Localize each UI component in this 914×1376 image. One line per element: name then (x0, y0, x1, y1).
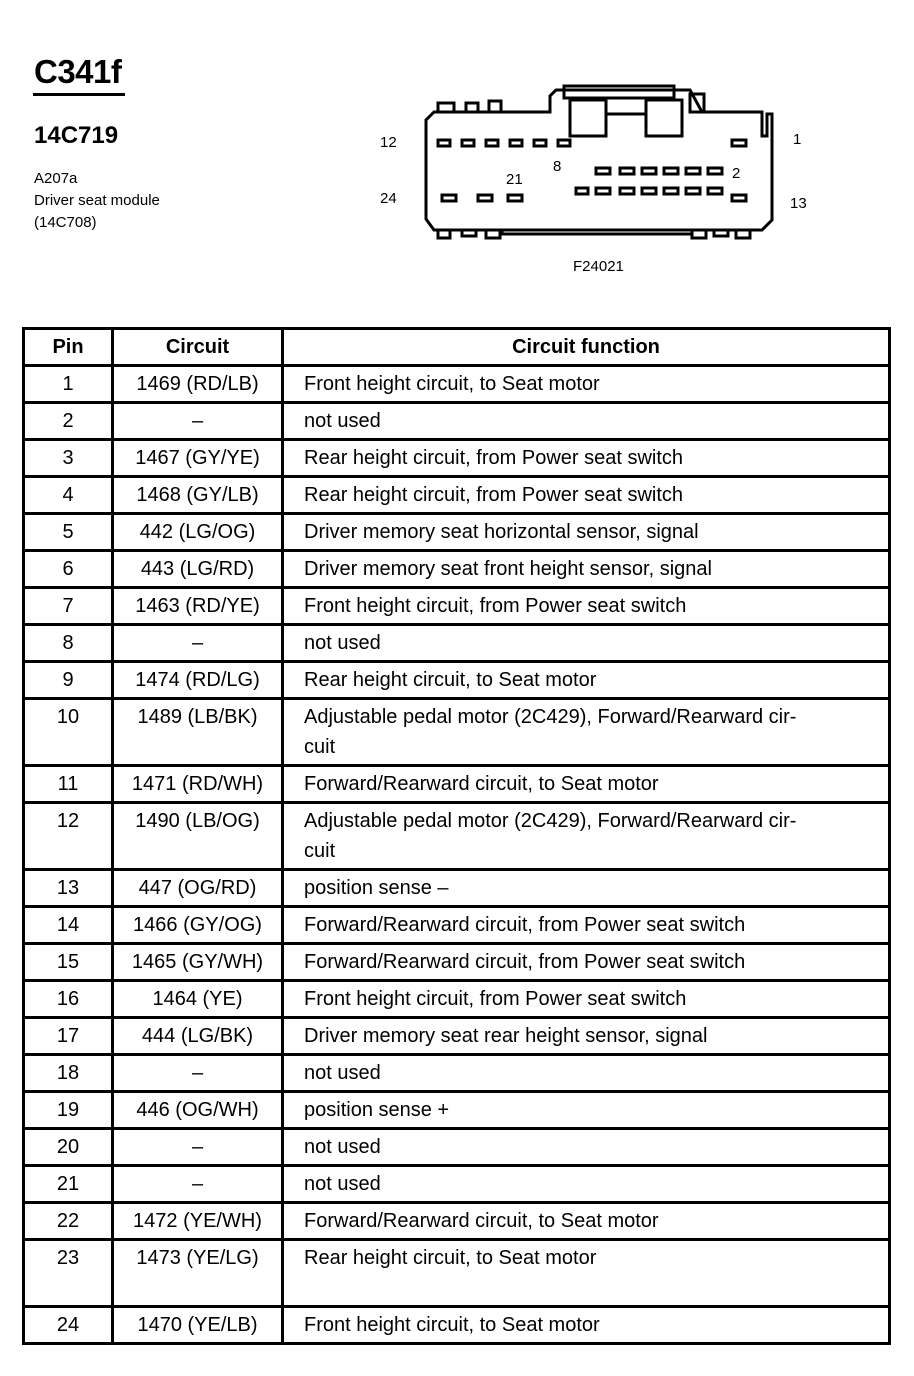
table-row (24, 514, 890, 551)
table-row (24, 870, 890, 907)
latch-left (570, 100, 606, 136)
pin-label-21: 21 (506, 171, 523, 188)
pin-table (22, 327, 891, 1345)
table-row (24, 1166, 890, 1203)
function-cell: Adjustable pedal motor (2C429), Forward/Rearward cir- cuit (283, 699, 890, 766)
title-underline (33, 93, 125, 96)
pin-cell: 23 (24, 1240, 113, 1307)
pin-cell: 11 (24, 766, 113, 803)
table-row (24, 1092, 890, 1129)
function-cell: not used (283, 625, 890, 662)
table-row (24, 907, 890, 944)
function-cell: Front height circuit, to Seat motor (283, 1307, 890, 1344)
circuit-cell: 1471 (RD/WH) (113, 766, 283, 803)
pin-cell: 12 (24, 803, 113, 870)
table-row (24, 625, 890, 662)
table-header-row (24, 329, 890, 366)
function-cell: Driver memory seat front height sensor, signal (283, 551, 890, 588)
function-cell: position sense + (283, 1092, 890, 1129)
pin-label-8: 8 (553, 158, 562, 175)
pin-cell: 21 (24, 1166, 113, 1203)
table-row (24, 1018, 890, 1055)
table-row (24, 1203, 890, 1240)
pin-cell: 20 (24, 1129, 113, 1166)
function-cell: not used (283, 1129, 890, 1166)
pin-label-12: 12 (380, 134, 397, 151)
pin-cell: 6 (24, 551, 113, 588)
circuit-cell: – (113, 1055, 283, 1092)
circuit-cell: – (113, 1129, 283, 1166)
pin-cell: 18 (24, 1055, 113, 1092)
circuit-cell: – (113, 1166, 283, 1203)
table-row (24, 1129, 890, 1166)
circuit-cell: 1490 (LB/OG) (113, 803, 283, 870)
function-cell: not used (283, 1166, 890, 1203)
circuit-cell: 1466 (GY/OG) (113, 907, 283, 944)
pin-cell: 7 (24, 588, 113, 625)
pin-cell: 4 (24, 477, 113, 514)
part-number: 14C719 (34, 122, 119, 149)
function-cell: Rear height circuit, from Power seat switch (283, 477, 890, 514)
circuit-cell: 1467 (GY/YE) (113, 440, 283, 477)
circuit-cell: 1468 (GY/LB) (113, 477, 283, 514)
table-row (24, 440, 890, 477)
pin-cell: 22 (24, 1203, 113, 1240)
circuit-cell: 447 (OG/RD) (113, 870, 283, 907)
circuit-cell: 1464 (YE) (113, 981, 283, 1018)
table-row (24, 699, 890, 766)
pin-label-1: 1 (793, 131, 802, 148)
latch-right (646, 100, 682, 136)
circuit-cell: – (113, 625, 283, 662)
table-row (24, 803, 890, 870)
pin-cell: 17 (24, 1018, 113, 1055)
function-cell: Rear height circuit, to Seat motor (283, 1240, 890, 1307)
function-cell: Driver memory seat rear height sensor, signal (283, 1018, 890, 1055)
table-row (24, 1307, 890, 1344)
header-pin: Pin (24, 329, 113, 366)
function-cell: Forward/Rearward circuit, from Power seat switch (283, 907, 890, 944)
latch-top (564, 86, 674, 98)
table-row (24, 403, 890, 440)
desc-line-1: A207a (34, 170, 78, 187)
function-cell: not used (283, 1055, 890, 1092)
circuit-cell: 446 (OG/WH) (113, 1092, 283, 1129)
function-cell: Front height circuit, from Power seat switch (283, 981, 890, 1018)
circuit-cell: 442 (LG/OG) (113, 514, 283, 551)
pin-cell: 15 (24, 944, 113, 981)
circuit-cell: 1472 (YE/WH) (113, 1203, 283, 1240)
circuit-cell: 1469 (RD/LB) (113, 366, 283, 403)
table-row (24, 981, 890, 1018)
circuit-cell: 1474 (RD/LG) (113, 662, 283, 699)
table-row (24, 662, 890, 699)
circuit-cell: 1465 (GY/WH) (113, 944, 283, 981)
pin-label-13: 13 (790, 195, 807, 212)
function-cell: Forward/Rearward circuit, from Power seat switch (283, 944, 890, 981)
pin-cell: 13 (24, 870, 113, 907)
function-cell: not used (283, 403, 890, 440)
circuit-cell: 444 (LG/BK) (113, 1018, 283, 1055)
pin-cell: 9 (24, 662, 113, 699)
pin-label-2: 2 (732, 165, 741, 182)
pin-cell: 10 (24, 699, 113, 766)
pin-cell: 24 (24, 1307, 113, 1344)
pin-cell: 5 (24, 514, 113, 551)
table-row (24, 477, 890, 514)
connector-face-diagram (374, 84, 814, 244)
pin-cell: 3 (24, 440, 113, 477)
pin-cell: 1 (24, 366, 113, 403)
table-row (24, 588, 890, 625)
pin-label-24: 24 (380, 190, 397, 207)
circuit-cell: 443 (LG/RD) (113, 551, 283, 588)
function-cell: Forward/Rearward circuit, to Seat motor (283, 766, 890, 803)
desc-line-2: Driver seat module (34, 192, 160, 209)
table-row (24, 944, 890, 981)
header-circuit-function: Circuit function (283, 329, 890, 366)
circuit-cell: 1463 (RD/YE) (113, 588, 283, 625)
table-row (24, 1240, 890, 1307)
desc-line-3: (14C708) (34, 214, 97, 231)
function-cell: Front height circuit, from Power seat switch (283, 588, 890, 625)
table-row (24, 551, 890, 588)
function-cell: Front height circuit, to Seat motor (283, 366, 890, 403)
function-cell: Adjustable pedal motor (2C429), Forward/Rearward cir- cuit (283, 803, 890, 870)
pin-cavities (438, 140, 746, 201)
circuit-cell: 1470 (YE/LB) (113, 1307, 283, 1344)
function-cell: Rear height circuit, to Seat motor (283, 662, 890, 699)
function-cell: Driver memory seat horizontal sensor, signal (283, 514, 890, 551)
pin-cell: 14 (24, 907, 113, 944)
pin-cell: 8 (24, 625, 113, 662)
function-cell: Forward/Rearward circuit, to Seat motor (283, 1203, 890, 1240)
function-cell: Rear height circuit, from Power seat switch (283, 440, 890, 477)
table-row (24, 766, 890, 803)
pin-cell: 16 (24, 981, 113, 1018)
figure-code: F24021 (573, 258, 624, 275)
circuit-cell: 1489 (LB/BK) (113, 699, 283, 766)
header-circuit: Circuit (113, 329, 283, 366)
circuit-cell: – (113, 403, 283, 440)
function-cell: position sense – (283, 870, 890, 907)
table-row (24, 366, 890, 403)
pin-cell: 19 (24, 1092, 113, 1129)
circuit-cell: 1473 (YE/LG) (113, 1240, 283, 1307)
connector-title: C341f (34, 53, 122, 90)
table-row (24, 1055, 890, 1092)
pin-cell: 2 (24, 403, 113, 440)
tab-group-bottom (438, 230, 750, 238)
